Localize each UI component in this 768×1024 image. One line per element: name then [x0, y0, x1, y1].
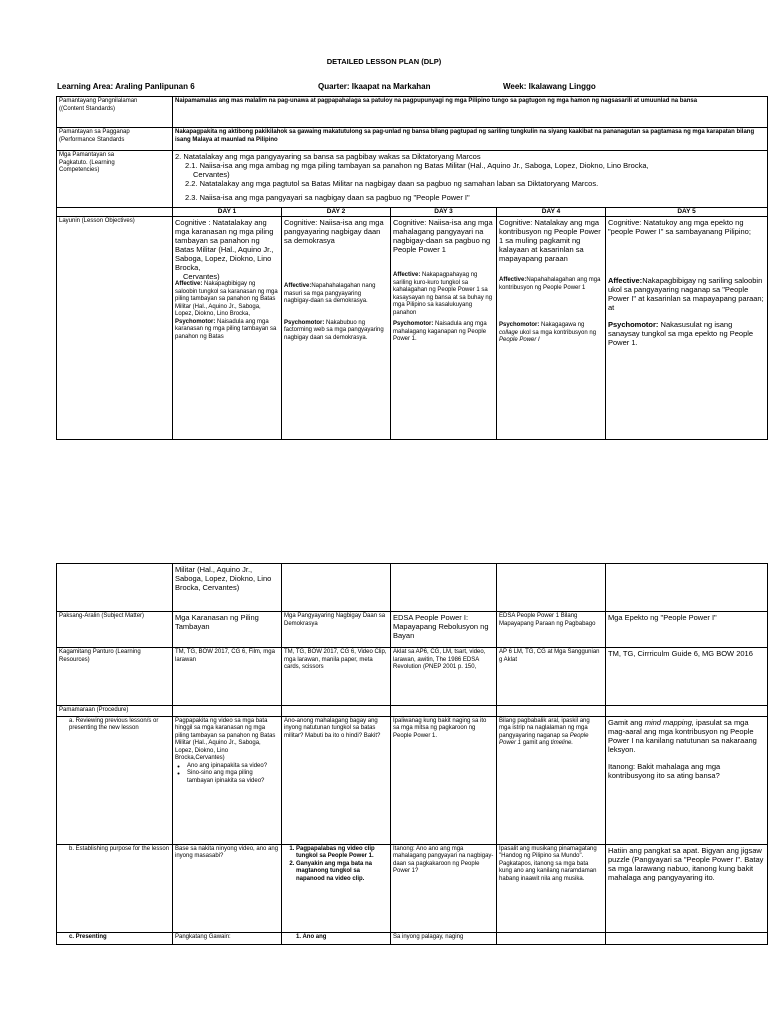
psychomotor-label: Psychomotor:	[608, 320, 659, 330]
content-standards-row	[57, 97, 768, 128]
day-header-blank	[57, 208, 173, 217]
procedure-label: Pamamaraan (Procedure)	[57, 706, 173, 717]
presenting-day4	[497, 932, 606, 944]
lesson-plan-table-continued	[56, 563, 768, 945]
review-text: mind mapping,	[644, 717, 694, 727]
purpose-day4: Ipasalit ang musikang pinamagatang "Handog ng Pilipino sa Mundo". Pagkatapos, itanong sa mga bata kung ano ang kanilang naramdaman habang inaawit nila ang musika.	[497, 844, 606, 932]
psychomotor-text: Nakagagawa ng	[541, 322, 585, 329]
psychomotor-label: Psychomotor:	[393, 321, 434, 328]
review-text: gamit ang	[522, 740, 550, 746]
objectives-day1	[173, 217, 282, 440]
document-title: DETAILED LESSON PLAN (DLP)	[326, 57, 442, 66]
procedure-row	[57, 706, 768, 717]
competency-line: Cervantes)	[193, 170, 230, 179]
subject-day1: Mga Karanasan ng Piling Tambayan	[173, 612, 282, 648]
label-line: Pamantayang Pangnilalaman	[59, 98, 138, 104]
list-item: ◦ Sino-sino ang mga piling tambayan ipinakita sa video?	[187, 770, 279, 785]
label-line: ((Content Standards)	[59, 105, 116, 112]
continuation-text: Militar (Hal., Aquino Jr., Saboga, Lopez, Diokno, Lino Brocka, Cervantes)	[173, 564, 282, 612]
presenting-label: c. Presenting	[57, 932, 173, 944]
review-day5	[606, 716, 768, 844]
procedure-blank	[282, 706, 391, 717]
day-header: DAY 2	[282, 208, 391, 217]
week: Week: Ikalawang Linggo	[503, 82, 596, 91]
review-row	[57, 716, 768, 844]
psychomotor-label: Psychomotor:	[284, 319, 325, 326]
purpose-label: b. Establishing purpose for the lesson	[57, 844, 173, 932]
psychomotor-text: People Power I	[499, 337, 540, 344]
spacer	[393, 254, 494, 272]
review-question: Itanong: Bakit mahalaga ang mga kontribusyong ito sa ating bansa?	[608, 761, 721, 780]
review-label: a. Reviewing previous lesson/s or presenting the new lesson	[57, 716, 173, 844]
competencies-row	[57, 151, 768, 208]
performance-standards-text: Nakapagpakita ng aktibong pakikilahok sa gawaing makatutulong sa pag-unlad ng bansa bilang pagtupad ng sariling tungkulin na siyang kaakibat na pananagutan sa pagtamasa ng mga karapatan bilang isang Malaya at maunlad na Pilipino	[173, 128, 768, 151]
affective-label: Affective:	[284, 283, 312, 290]
procedure-blank	[606, 706, 768, 717]
spacer	[284, 245, 388, 283]
list-item: ◦ Ano ang ipinapakita sa video?	[187, 763, 279, 771]
purpose-steps	[284, 846, 388, 884]
learning-resources-row	[57, 648, 768, 706]
spacer	[284, 306, 388, 320]
affective-label: Affective:	[608, 276, 643, 286]
objectives-day3	[391, 217, 497, 440]
label-line: Pagkatuto. (Learning	[59, 159, 115, 166]
performance-standards-label	[57, 128, 173, 151]
purpose-day5: Hatiin ang pangkat sa apat. Bigyan ang jigsaw puzzle (Pangyayari sa "People Power I". Batay sa mga larawang nabuo, itanong kung bakit mahalaga ang pangyayaring ito.	[606, 844, 768, 932]
resources-day1: TM, TG, BOW 2017, CG 6, Film, mga larawan	[173, 648, 282, 706]
affective-label: Affective:	[175, 281, 203, 288]
competency-line: 2.2. Natatalakay ang mga pagtutol sa Batas Militar na nagbigay daan sa pagbuo ng samahan laban sa Diktatoryang Marcos.	[185, 179, 599, 188]
resources-day2: TM, TG, BOW 2017, CG 6, Video Clip, mga larawan, manila paper, meta cards, scissors	[282, 648, 391, 706]
list-item: 1. Pagpapalabas ng video clip tungkol sa People Power 1.	[296, 846, 388, 861]
label-line: (Performance Standards	[59, 136, 125, 143]
quarter: Quarter: Ikaapat na Markahan	[318, 82, 431, 91]
affective-label: Affective:	[499, 277, 527, 284]
affective-text: Nakapagpahayag ng sariling kuro-kuro tungkol sa kahalagahan ng People Power 1 sa kasaysayan ng bansa at sa buhay ng mga Pilipino sa kasalukuyang panahon	[393, 272, 493, 316]
cognitive-text: Cervantes)	[183, 272, 220, 282]
purpose-row	[57, 844, 768, 932]
objectives-label: Layunin (Lesson Objectives)	[57, 217, 173, 440]
subject-day3: EDSA People Power I: Mapayapang Rebolusyon ng Bayan	[391, 612, 497, 648]
presenting-day1: Pangkatang Gawain:	[173, 932, 282, 944]
presenting-row	[57, 932, 768, 944]
document-page-2	[0, 548, 768, 1024]
continuation-blank	[57, 564, 173, 612]
day-header: DAY 4	[497, 208, 606, 217]
affective-text: Napahahalagahan nang masuri sa mga pangyayaring nagbigay-daan sa demokrasya.	[284, 283, 376, 305]
competency-line: 2.1. Naiisa-isa ang mga ambag ng mga piling tambayan sa panahon ng Batas Militar (Hal., Aquino Jr., Saboga, Lopez, Diokno, Lino Brocka,	[185, 161, 649, 170]
learning-resources-label: Kagamitang Panturo (Learning Resources)	[57, 648, 173, 706]
label-line: Competencies)	[59, 167, 100, 173]
review-day4	[497, 716, 606, 844]
objectives-day5	[606, 217, 768, 440]
subject-day4: EDSA People Power 1 Bilang Mapayapang Paraan ng Pagbabago	[497, 612, 606, 648]
review-text: Pagpapakita ng video sa mga bata hinggil sa mga karanasan ng mga piling tambayan sa panahon ng Batas Militar (Hal., Aquino Jr., Saboga, Lopez, Diokno, Lino Brocka,Cervantes)	[175, 717, 276, 761]
presenting-day3: Sa inyong palagay, naging	[391, 932, 497, 944]
objectives-day2	[282, 217, 391, 440]
continuation-blank	[497, 564, 606, 612]
day-header-row	[57, 208, 768, 217]
subject-matter-label: Paksang-Aralin (Subject Matter)	[57, 612, 173, 648]
document-page-1	[0, 0, 768, 470]
review-day2: Ano-anong mahalagang bagay ang inyong natutunan tungkol sa batas militar? Mabuti ba ito o hindi? Bakit?	[282, 716, 391, 844]
purpose-day1: Base sa nakita ninyong video, ano ang inyong masasabi?	[173, 844, 282, 932]
review-text: Gamit ang	[608, 717, 643, 727]
competency-line: 2. Natatalakay ang mga pangyayaring sa bansa sa pagbibay wakas sa Diktatoryang Marcos	[175, 152, 481, 161]
label-line: Pamantayan sa Pagganap	[59, 129, 130, 135]
review-text: People Power 1	[499, 732, 589, 746]
spacer	[499, 263, 603, 277]
affective-text: Napahahalagahan ang mga kontribusyon ng People Power 1	[499, 277, 601, 291]
resources-day4: AP 6 LM, TG, CG at Mga Sanggunian g Aklat	[497, 648, 606, 706]
competencies-text	[173, 151, 768, 208]
spacer	[608, 312, 765, 320]
lesson-plan-table	[56, 96, 768, 440]
label-line: Mga Pamantayan sa	[59, 152, 115, 158]
cognitive-text: Cognitive: Natatukoy ang mga epekto ng "people Power I" sa sambayanang Pilipino;	[608, 218, 751, 237]
objectives-day4	[497, 217, 606, 440]
presenting-day5	[606, 932, 768, 944]
presenting-day2: 1. Ano ang	[282, 932, 391, 944]
learning-area: Learning Area: Araling Panlipunan 6	[57, 82, 195, 91]
day-header: DAY 3	[391, 208, 497, 217]
list-item: 2. Ganyakin ang mga bata na magtanong tungkol sa napanood na video clip.	[296, 861, 388, 884]
day-header: DAY 5	[606, 208, 768, 217]
day-header: DAY 1	[173, 208, 282, 217]
competency-line: 2.3. Naiisa-isa ang mga pangyayari sa nagbigay daan sa pagbuo ng "People Power I"	[185, 193, 470, 202]
competencies-label	[57, 151, 173, 208]
subject-matter-row	[57, 612, 768, 648]
psychomotor-text: Nakasusulat ng isang sanaysay tungkol sa mga epekto ng People Power 1.	[608, 320, 754, 348]
spacer	[499, 292, 603, 322]
procedure-blank	[497, 706, 606, 717]
review-text: timeline.	[550, 740, 574, 746]
affective-text: Nakapagbibigay ng sariling saloobin ukol sa pangyayaring naganap sa "People Power I" at kasarinlan sa mapayapang paraan; at	[608, 276, 764, 313]
purpose-day2	[282, 844, 391, 932]
psychomotor-text: collage	[499, 329, 519, 336]
purpose-day3: Itanong: Ano ano ang mga mahalagang pangyayari na nagbigay-daan sa pagkakaroon ng People Power 1?	[391, 844, 497, 932]
psychomotor-label: Psychomotor:	[499, 322, 540, 329]
procedure-blank	[391, 706, 497, 717]
continuation-row	[57, 564, 768, 612]
resources-day3: Aklat sa AP6, CG, LM, tsart, video, larawan, awitin, The 1986 EDSA Revolution (PNEP 2001 p. 150,	[391, 648, 497, 706]
subject-day5: Mga Epekto ng "People Power I"	[606, 612, 768, 648]
review-text: Bilang pagbabalik aral, ipaskil ang mga istrip na naglalaman ng mga pangyayaring naganap sa	[499, 717, 590, 739]
psychomotor-text: Nakabubuo ng factorming web sa mga pangyayaring nagbigay daan sa demokrasya.	[284, 319, 384, 341]
review-day1	[173, 716, 282, 844]
psychomotor-text: ukol sa mga kontribusyon ng	[519, 329, 597, 336]
performance-standards-row	[57, 128, 768, 151]
spacer	[608, 236, 765, 276]
psychomotor-text: Naisadula ang mga mahalagang kaganapan ng People Power 1.	[393, 321, 487, 343]
affective-text: Nakapagbibigay ng saloobin tungkol sa karanasan ng mga piling tambayan sa panahon ng Batas Militar (Hal., Aquino Jr., Saboga, Lopez, Diokno, Lino Brocka,	[175, 281, 278, 318]
content-standards-text: Naipamamalas ang mas malalim na pag-unawa at pagpapahalaga sa patuloy na pagpupunyagi ng mga Pilipino tungo sa pagtugon ng mga hamon ng nagsasarili at umuunlad na bansa	[173, 97, 768, 128]
affective-label: Affective:	[393, 272, 421, 279]
review-questions	[175, 763, 279, 786]
subject-day2: Mga Pangyayaring Nagbigay Daan sa Demokrasya	[282, 612, 391, 648]
objectives-row	[57, 217, 768, 440]
psychomotor-text: Naisadula ang mga karanasan ng mga piling tambayan sa panahon ng Batas	[175, 318, 277, 340]
cognitive-text: Cognitive: Natalakay ang mga kontribusyon ng People Power 1 sa muling pagkamit ng kalayaan at kasarinlan sa mapayapang paraan	[499, 218, 601, 264]
cognitive-text: Cognitive : Natatalakay ang mga karanasan ng mga piling tambayan sa panahon ng Batas Militar (Hal., Aquino Jr., Saboga, Lopez, Diokno, Lino Brocka,	[175, 218, 274, 273]
procedure-blank	[173, 706, 282, 717]
review-day3: Ipaliwanag kung bakit naging sa ito sa mga mitsa ng pagkaroon ng People Power 1.	[391, 716, 497, 844]
psychomotor-label: Psychomotor:	[175, 318, 216, 325]
continuation-blank	[282, 564, 391, 612]
review-text: ipasulat sa mga mag-aaral ang mga kontribusyon ng People Power I na kanilang natutunan sa nakaraang leksyon.	[608, 717, 757, 754]
continuation-blank	[606, 564, 768, 612]
resources-day5: TM, TG, Cirrriculm Guide 6, MG BOW 2016	[606, 648, 768, 706]
cognitive-text: Cognitive: Naiisa-isa ang mga mahalagang pangyayari na nagbigay-daan sa pagbuo ng People Power 1	[393, 218, 493, 255]
content-standards-label	[57, 97, 173, 128]
cognitive-text: Cognitive: Naiisa-isa ang mga pangyayaring nagbigay daan sa demokrasya	[284, 218, 384, 246]
continuation-blank	[391, 564, 497, 612]
